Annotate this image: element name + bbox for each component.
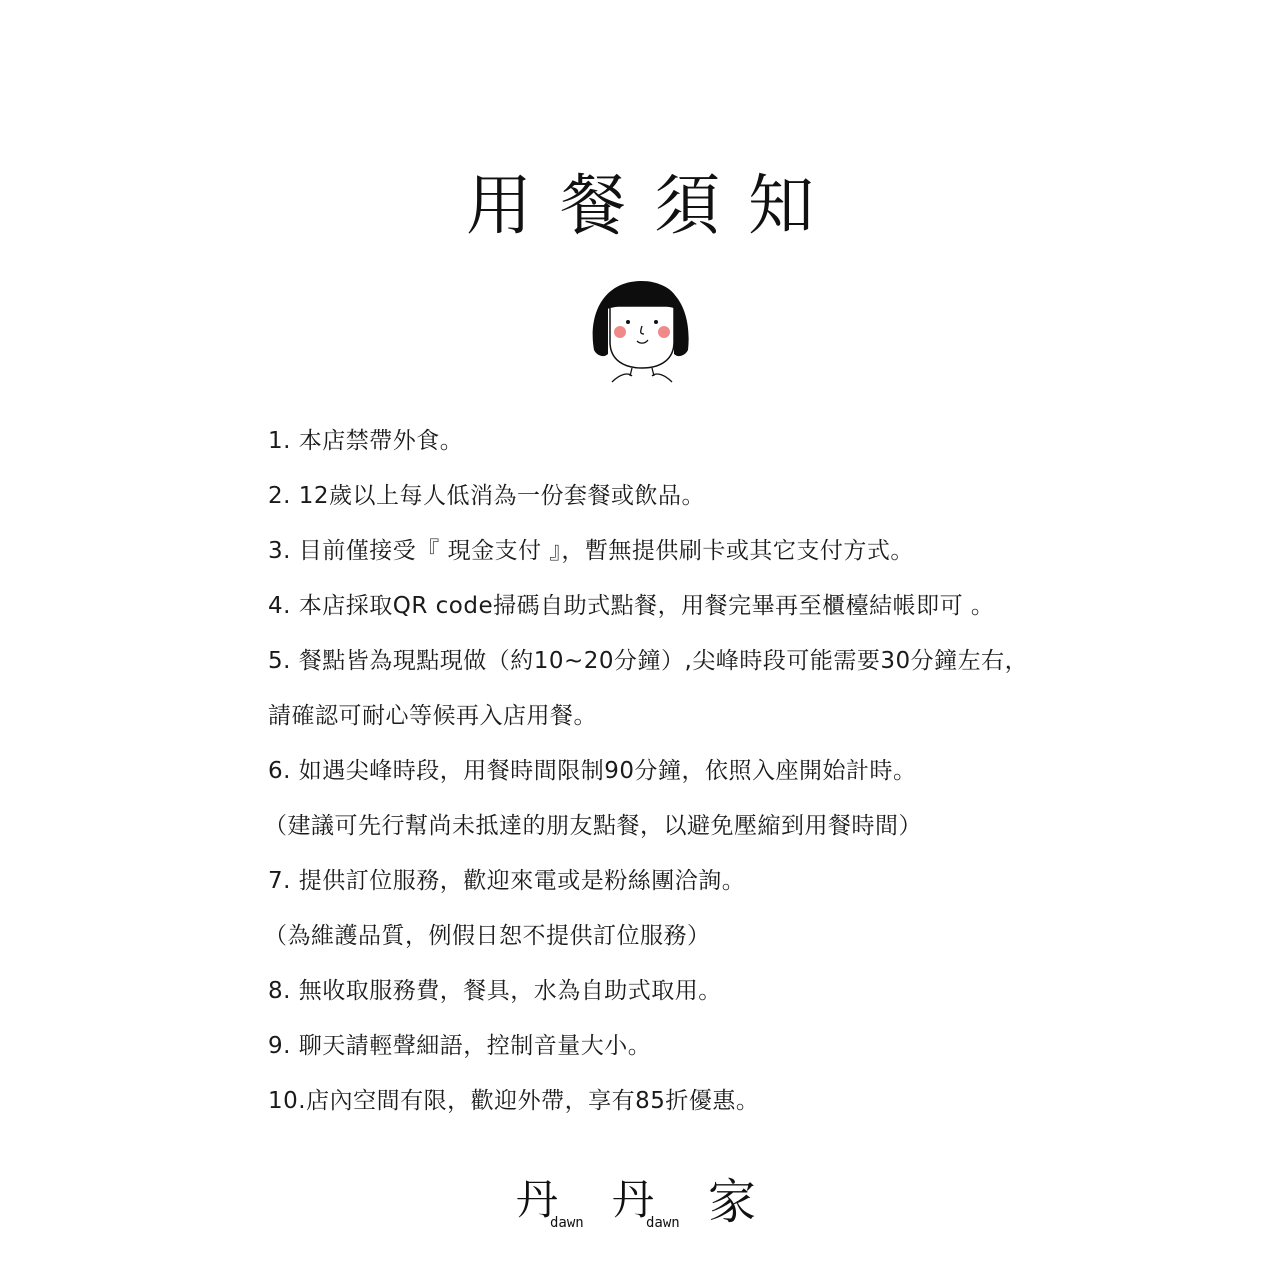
- girl-face-icon: [582, 276, 702, 386]
- rule-note: （為維護品質，例假日恕不提供訂位服務）: [264, 923, 711, 949]
- page-title: 用餐須知: [466, 167, 842, 244]
- rule-item: 7. 提供訂位服務，歡迎來電或是粉絲團洽詢。: [268, 868, 746, 894]
- rule-item: 9. 聊天請輕聲細語，控制音量大小。: [268, 1033, 652, 1059]
- rule-item: 1. 本店禁帶外食。: [268, 428, 464, 454]
- rule-item: 4. 本店採取QR code掃碼自助式點餐，用餐完畢再至櫃檯結帳即可 。: [268, 593, 995, 619]
- signature-char-2: 丹: [612, 1175, 655, 1224]
- rule-item: 3. 目前僅接受『 現金支付 』，暫無提供刷卡或其它支付方式。: [268, 538, 914, 564]
- rule-item: 2. 12歲以上每人低消為一份套餐或飲品。: [268, 483, 706, 509]
- signature-sub-1: dawn: [550, 1215, 584, 1231]
- rule-item: 6. 如遇尖峰時段，用餐時間限制90分鐘，依照入座開始計時。: [268, 758, 917, 784]
- rule-note: （建議可先行幫尚未抵達的朋友點餐，以避免壓縮到用餐時間）: [264, 813, 922, 839]
- signature-logo: [510, 1172, 780, 1242]
- rule-item: 8. 無收取服務費，餐具，水為自助式取用。: [268, 978, 722, 1004]
- signature-sub-2: dawn: [646, 1215, 680, 1231]
- rule-item: 10.店內空間有限，歡迎外帶，享有85折優惠。: [268, 1088, 760, 1114]
- signature-char-3: 家: [708, 1174, 757, 1230]
- signature-char-1: 丹: [516, 1175, 559, 1224]
- rules-list: [264, 414, 1088, 1129]
- rule-item-continuation: 請確認可耐心等候再入店用餐。: [268, 703, 597, 729]
- rule-item: 5. 餐點皆為現點現做（約10~20分鐘）,尖峰時段可能需要30分鐘左右，: [268, 648, 1029, 674]
